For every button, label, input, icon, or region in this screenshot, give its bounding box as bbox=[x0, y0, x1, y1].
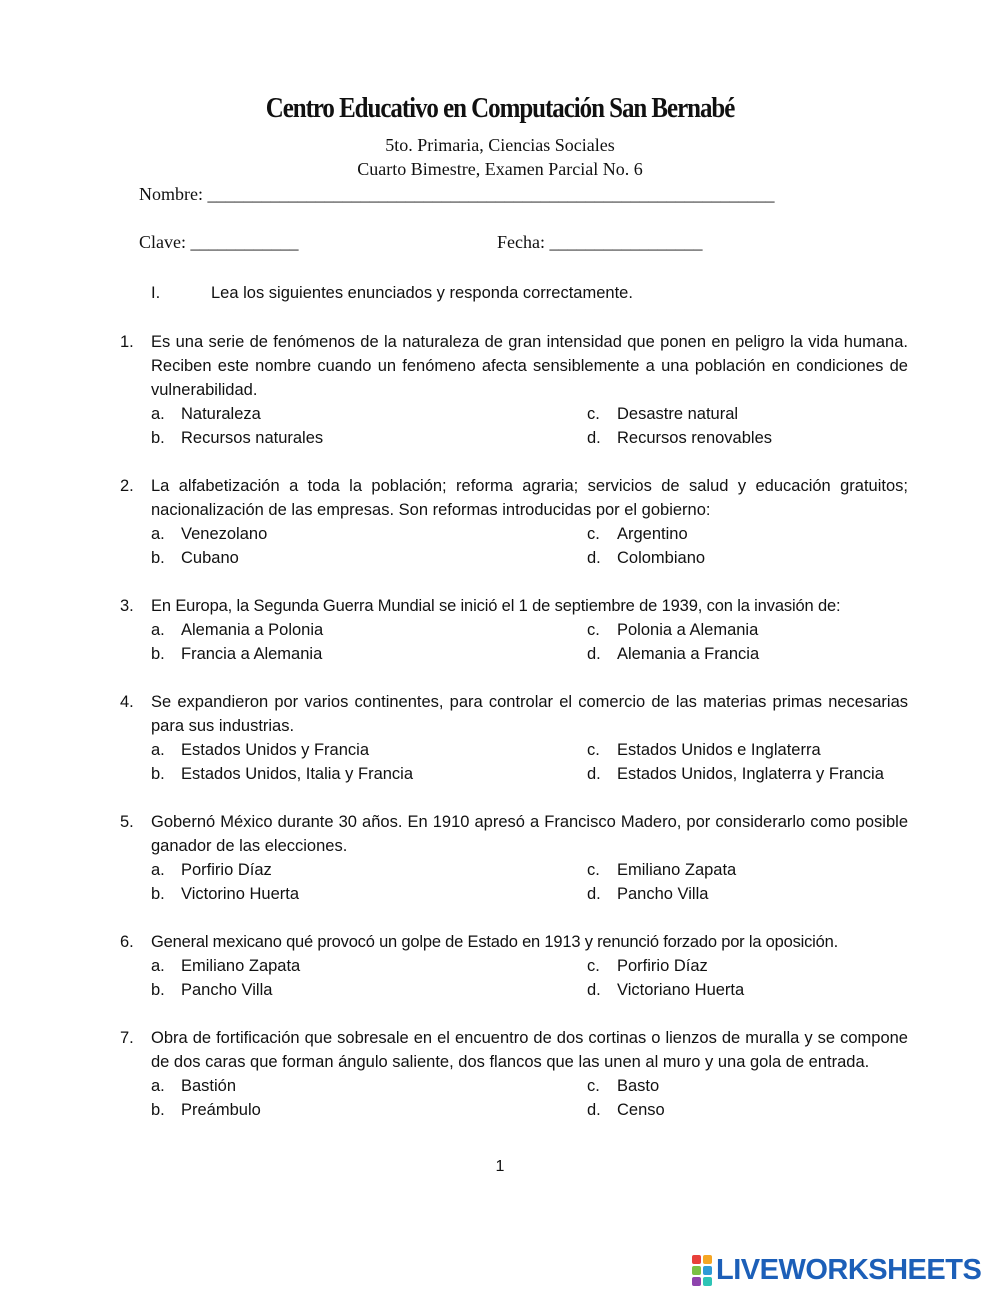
option-d[interactable] bbox=[587, 426, 772, 450]
option-letter: d. bbox=[587, 981, 601, 999]
question-5 bbox=[120, 810, 908, 906]
option-text: Basto bbox=[617, 1077, 660, 1095]
option-letter: d. bbox=[587, 549, 601, 567]
option-a[interactable] bbox=[151, 858, 272, 882]
option-letter: b. bbox=[151, 765, 165, 783]
option-text: Victorino Huerta bbox=[181, 885, 300, 903]
option-text: Francia a Alemania bbox=[181, 645, 323, 663]
option-letter: c. bbox=[587, 621, 600, 639]
option-text: Estados Unidos, Inglaterra y Francia bbox=[617, 765, 884, 783]
options-group bbox=[151, 522, 908, 570]
option-a[interactable] bbox=[151, 402, 261, 426]
option-d[interactable] bbox=[587, 762, 884, 786]
option-letter: c. bbox=[587, 741, 600, 759]
option-c[interactable] bbox=[587, 738, 821, 762]
clave-field[interactable]: Clave: ____________ bbox=[139, 232, 299, 252]
options-group bbox=[151, 738, 908, 786]
grade-subject: 5to. Primaria, Ciencias Sociales bbox=[385, 135, 615, 155]
question-text: Obra de fortificación que sobresale en el encuentro de dos cortinas o lienzos de muralla y se compone de dos caras que forman ángulo saliente, dos flancos que las unen al muro y una gola de entrada. bbox=[151, 1029, 908, 1071]
option-text: Pancho Villa bbox=[181, 981, 273, 999]
option-text: Colombiano bbox=[617, 549, 706, 567]
logo-square bbox=[692, 1277, 701, 1286]
option-d[interactable] bbox=[587, 546, 705, 570]
fecha-field[interactable]: Fecha: _________________ bbox=[497, 232, 703, 252]
option-letter: c. bbox=[587, 405, 600, 423]
option-b[interactable] bbox=[151, 426, 323, 450]
option-letter: d. bbox=[587, 765, 601, 783]
exam-title: Cuarto Bimestre, Examen Parcial No. 6 bbox=[357, 159, 643, 179]
option-text: Venezolano bbox=[181, 525, 268, 543]
question-number: 1. bbox=[120, 333, 134, 351]
option-d[interactable] bbox=[587, 642, 759, 666]
option-letter: b. bbox=[151, 1101, 165, 1119]
option-letter: b. bbox=[151, 549, 165, 567]
option-text: Estados Unidos, Italia y Francia bbox=[181, 765, 414, 783]
watermark-text: LIVEWORKSHEETS bbox=[716, 1253, 982, 1286]
option-letter: a. bbox=[151, 861, 165, 879]
section-numeral: I. bbox=[151, 284, 161, 302]
option-text: Emiliano Zapata bbox=[181, 957, 301, 975]
option-b[interactable] bbox=[151, 882, 299, 906]
question-text: Se expandieron por varios continentes, para controlar el comercio de las materias primas necesarias para sus industrias. bbox=[151, 693, 908, 735]
option-text: Naturaleza bbox=[181, 405, 261, 423]
options-group bbox=[151, 858, 908, 906]
logo-square bbox=[703, 1277, 712, 1286]
option-text: Desastre natural bbox=[617, 405, 739, 423]
options-group bbox=[151, 402, 908, 450]
question-number: 6. bbox=[120, 933, 134, 951]
option-b[interactable] bbox=[151, 546, 239, 570]
option-text: Recursos naturales bbox=[181, 429, 324, 447]
option-text: Porfirio Díaz bbox=[181, 861, 272, 879]
option-a[interactable] bbox=[151, 522, 267, 546]
option-text: Porfirio Díaz bbox=[617, 957, 708, 975]
option-letter: c. bbox=[587, 957, 600, 975]
question-text: Gobernó México durante 30 años. En 1910 apresó a Francisco Madero, por considerarlo como posible ganador de las elecciones. bbox=[151, 813, 908, 855]
option-letter: b. bbox=[151, 885, 165, 903]
option-letter: d. bbox=[587, 429, 601, 447]
question-2 bbox=[120, 474, 908, 570]
name-field[interactable]: Nombre: _______________________________________________________________ bbox=[139, 184, 775, 204]
option-c[interactable] bbox=[587, 858, 736, 882]
options-group bbox=[151, 954, 908, 1002]
option-b[interactable] bbox=[151, 642, 322, 666]
option-letter: b. bbox=[151, 981, 165, 999]
question-number: 2. bbox=[120, 477, 134, 495]
option-c[interactable] bbox=[587, 1074, 659, 1098]
question-4 bbox=[120, 690, 908, 786]
option-letter: a. bbox=[151, 1077, 165, 1095]
option-d[interactable] bbox=[587, 1098, 665, 1122]
logo-square bbox=[703, 1255, 712, 1264]
question-text: Es una serie de fenómenos de la naturaleza de gran intensidad que ponen en peligro la vida humana. Reciben este nombre cuando un fenómeno afecta sensiblemente a una población en condiciones de vulnerabilidad. bbox=[151, 333, 908, 399]
option-a[interactable] bbox=[151, 738, 369, 762]
option-letter: a. bbox=[151, 405, 165, 423]
options-group bbox=[151, 1074, 908, 1122]
question-number: 4. bbox=[120, 693, 134, 711]
option-letter: b. bbox=[151, 429, 165, 447]
option-letter: c. bbox=[587, 861, 600, 879]
option-text: Argentino bbox=[617, 525, 688, 543]
option-text: Estados Unidos y Francia bbox=[181, 741, 370, 759]
question-number: 3. bbox=[120, 597, 134, 615]
option-text: Victoriano Huerta bbox=[617, 981, 745, 999]
logo-square bbox=[692, 1255, 701, 1264]
option-d[interactable] bbox=[587, 978, 744, 1002]
question-text: La alfabetización a toda la población; reforma agraria; servicios de salud y educación gratuitos; nacionalización de las empresas. Son reformas introducidas por el gobierno: bbox=[151, 477, 908, 519]
option-text: Cubano bbox=[181, 549, 239, 567]
option-text: Preámbulo bbox=[181, 1101, 261, 1119]
option-a[interactable] bbox=[151, 954, 300, 978]
option-letter: c. bbox=[587, 1077, 600, 1095]
option-c[interactable] bbox=[587, 618, 758, 642]
option-b[interactable] bbox=[151, 762, 413, 786]
option-text: Emiliano Zapata bbox=[617, 861, 737, 879]
option-text: Pancho Villa bbox=[617, 885, 709, 903]
option-a[interactable] bbox=[151, 618, 323, 642]
section-instruction: Lea los siguientes enunciados y responda correctamente. bbox=[211, 284, 633, 302]
option-c[interactable] bbox=[587, 402, 738, 426]
question-7 bbox=[120, 1026, 908, 1122]
option-letter: d. bbox=[587, 645, 601, 663]
option-text: Recursos renovables bbox=[617, 429, 772, 447]
question-text: General mexicano qué provocó un golpe de Estado en 1913 y renunció forzado por la oposición. bbox=[151, 933, 838, 951]
option-letter: d. bbox=[587, 1101, 601, 1119]
option-c[interactable] bbox=[587, 522, 688, 546]
option-letter: a. bbox=[151, 621, 165, 639]
option-letter: d. bbox=[587, 885, 601, 903]
option-letter: a. bbox=[151, 525, 165, 543]
page-number: 1 bbox=[495, 1158, 505, 1175]
question-1 bbox=[120, 330, 908, 450]
school-title: Centro Educativo en Computación San Bernabé bbox=[265, 92, 735, 124]
option-text: Alemania a Francia bbox=[617, 645, 760, 663]
logo-square bbox=[703, 1266, 712, 1275]
question-3 bbox=[120, 594, 908, 666]
question-text: En Europa, la Segunda Guerra Mundial se inició el 1 de septiembre de 1939, con la invasión de: bbox=[151, 597, 841, 615]
question-6 bbox=[120, 930, 908, 1002]
option-letter: a. bbox=[151, 741, 165, 759]
question-number: 5. bbox=[120, 813, 134, 831]
question-number: 7. bbox=[120, 1029, 134, 1047]
options-group bbox=[151, 618, 908, 666]
option-text: Censo bbox=[617, 1101, 665, 1119]
liveworksheets-logo-icon bbox=[692, 1255, 712, 1286]
option-a[interactable] bbox=[151, 1074, 236, 1098]
option-d[interactable] bbox=[587, 882, 708, 906]
option-text: Estados Unidos e Inglaterra bbox=[617, 741, 821, 759]
option-letter: a. bbox=[151, 957, 165, 975]
option-text: Bastión bbox=[181, 1077, 237, 1095]
option-text: Polonia a Alemania bbox=[617, 621, 759, 639]
option-letter: b. bbox=[151, 645, 165, 663]
logo-square bbox=[692, 1266, 701, 1275]
option-text: Alemania a Polonia bbox=[181, 621, 324, 639]
option-b[interactable] bbox=[151, 978, 272, 1002]
option-b[interactable] bbox=[151, 1098, 261, 1122]
option-c[interactable] bbox=[587, 954, 708, 978]
option-letter: c. bbox=[587, 525, 600, 543]
liveworksheets-watermark bbox=[692, 1254, 981, 1286]
